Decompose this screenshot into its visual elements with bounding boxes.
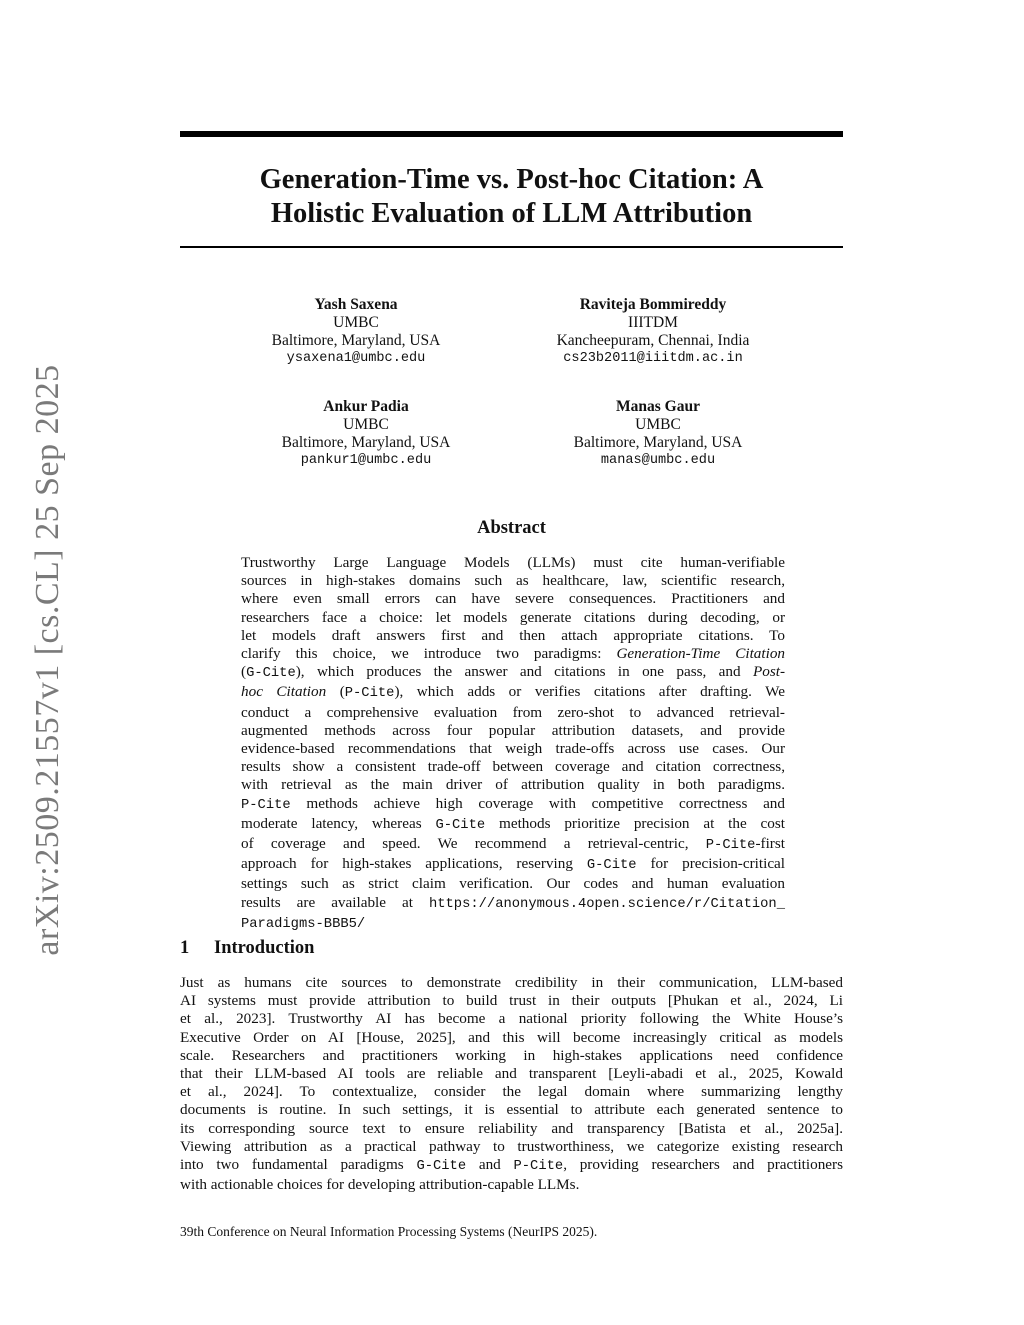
abstract-line: where even small errors can have severe consequences. Practitioners and <box>241 590 785 608</box>
code-term: P-Cite <box>513 1159 564 1175</box>
text-run: and <box>478 1156 501 1174</box>
author-name: Manas Gaur <box>616 398 700 415</box>
code-term: G-Cite <box>435 817 486 833</box>
text-run: into two fundamental paradigms <box>180 1156 404 1174</box>
author-affiliation: UMBC <box>343 416 389 433</box>
abstract-line: evidence-based recommendations that weigh trade-offs across use cases. Our <box>241 740 785 758</box>
body-line: Executive Order on AI [House, 2025], and this will become increasingly critical as models <box>180 1028 843 1046</box>
text-run: methods prioritize precision at the cost <box>499 814 786 832</box>
text-run: moderate latency, whereas <box>241 814 422 832</box>
code-term: G-Cite <box>586 858 637 874</box>
body-line: et al., 2024]. To contextualize, consider the legal domain where summarizing lengthy <box>180 1083 843 1101</box>
body-line: AI systems must provide attribution to build trust in their outputs [Phukan et al., 2024, Li <box>180 992 843 1010</box>
author-email[interactable]: cs23b2011@iiitdm.ac.in <box>563 351 743 366</box>
text-run: of coverage and speed. We recommend a retrieval-centric, <box>241 835 689 853</box>
paradigm-term: Generation-Time Citation <box>616 645 786 663</box>
body-line: its corresponding source text to ensure reliability and transparency [Batista et al., 2025a]. <box>180 1119 843 1137</box>
conference-footnote: 39th Conference on Neural Information Processing Systems (NeurIPS 2025). <box>180 1224 598 1239</box>
paradigm-term: Post- <box>752 663 786 681</box>
text-run: clarify this choice, we introduce two paradigms: <box>241 645 602 663</box>
author-block <box>216 398 516 470</box>
body-line: scale. Researchers and practitioners working in high-stakes applications need confidence <box>180 1046 843 1064</box>
author-name: Raviteja Bommireddy <box>579 296 727 313</box>
author-name: Ankur Padia <box>323 398 409 415</box>
abstract-line <box>241 795 785 815</box>
text-run: approach for high-stakes applications, reserving <box>241 855 573 873</box>
body-line: that their LLM-based AI tools are reliable and transparent [Leyli-abadi et al., 2025, Kowald <box>180 1065 843 1083</box>
abstract-line <box>241 645 785 663</box>
abstract-line: with retrieval as the main driver of attribution quality in both paradigms. <box>241 776 785 794</box>
abstract-line <box>241 815 785 835</box>
abstract-heading: Abstract <box>477 518 546 538</box>
author-location: Baltimore, Maryland, USA <box>573 434 743 451</box>
abstract-line: settings such as strict claim verification. Our codes and human evaluation <box>241 875 785 893</box>
abstract-line: let models draft answers first and then attach appropriate citations. To <box>241 626 785 644</box>
author-block <box>503 296 803 368</box>
text-run: methods achieve high coverage with competitive correctness and <box>306 794 785 812</box>
author-affiliation: UMBC <box>635 416 681 433</box>
code-link[interactable]: Paradigms-BBB5/ <box>241 916 366 932</box>
abstract-body <box>241 554 785 934</box>
text-run: ( <box>339 683 345 701</box>
body-line: Viewing attribution as a practical pathway to trustworthiness, we categorize existing research <box>180 1137 843 1155</box>
text-run: ( <box>241 663 247 681</box>
author-affiliation: IIITDM <box>628 314 678 331</box>
text-run: results are available at <box>241 893 413 911</box>
body-line <box>180 1156 843 1176</box>
section-number: 1 <box>180 938 190 958</box>
author-affiliation: UMBC <box>333 314 379 331</box>
author-email[interactable]: manas@umbc.edu <box>600 453 716 468</box>
text-run: ), which adds or verifies citations after drafting. We <box>394 683 786 701</box>
author-email[interactable]: pankur1@umbc.edu <box>300 453 432 468</box>
abstract-line: researchers face a choice: let models generate citations during decoding, or <box>241 608 785 626</box>
abstract-line <box>241 663 785 683</box>
abstract-line <box>241 683 785 703</box>
text-run: ), which produces the answer and citations in one pass, and <box>295 663 741 681</box>
author-location: Baltimore, Maryland, USA <box>281 434 451 451</box>
abstract-line <box>241 835 785 855</box>
code-link[interactable]: https://anonymous.4open.science/r/Citation_ <box>428 896 785 912</box>
title-top-rule <box>180 131 843 137</box>
body-line: with actionable choices for developing attribution-capable LLMs. <box>180 1176 580 1194</box>
section-title: Introduction <box>214 938 315 958</box>
author-email[interactable]: ysaxena1@umbc.edu <box>286 351 426 366</box>
introduction-body <box>180 974 843 1194</box>
text-run: -first <box>755 835 785 853</box>
text-run: , providing researchers and practitioners <box>563 1156 844 1174</box>
code-term: P-Cite <box>241 797 291 813</box>
arxiv-identifier-stamp: arXiv:2509.21557v1 [cs.CL] 25 Sep 2025 <box>29 364 66 956</box>
author-location: Baltimore, Maryland, USA <box>271 332 441 349</box>
abstract-line: sources in high-stakes domains such as healthcare, law, scientific research, <box>241 572 785 590</box>
author-name: Yash Saxena <box>314 296 398 313</box>
abstract-line <box>241 855 785 875</box>
text-run: for precision-critical <box>650 855 786 873</box>
paper-title-line: Holistic Evaluation of LLM Attribution <box>270 198 753 229</box>
body-line: Just as humans cite sources to demonstrate credibility in their communication, LLM-based <box>180 974 843 991</box>
abstract-line: augmented methods across four popular attribution datasets, and provide <box>241 721 785 739</box>
paper-title-line: Generation-Time vs. Post-hoc Citation: A <box>259 164 764 195</box>
abstract-line: conduct a comprehensive evaluation from zero-shot to advanced retrieval- <box>241 703 785 721</box>
paper-title <box>180 163 843 231</box>
author-location: Kancheepuram, Chennai, India <box>556 332 750 349</box>
abstract-line: results show a consistent trade-off between coverage and citation correctness, <box>241 758 785 776</box>
code-term: G-Cite <box>246 666 296 682</box>
section-heading-introduction <box>180 938 314 959</box>
title-bottom-rule <box>180 246 843 248</box>
paradigm-term: hoc Citation <box>241 683 327 701</box>
author-block <box>508 398 808 470</box>
abstract-line: Trustworthy Large Language Models (LLMs) must cite human-verifiable <box>241 554 785 571</box>
body-line: et al., 2023]. Trustworthy AI has become a national priority following the White House’s <box>180 1010 843 1028</box>
abstract-line <box>241 914 785 934</box>
code-term: P-Cite <box>344 686 395 702</box>
abstract-line <box>241 894 785 914</box>
author-block <box>206 296 506 368</box>
code-term: G-Cite <box>416 1159 467 1175</box>
code-term: P-Cite <box>705 838 756 854</box>
body-line: documents is routine. In such settings, it is essential to attribute each generated sentence to <box>180 1101 843 1119</box>
